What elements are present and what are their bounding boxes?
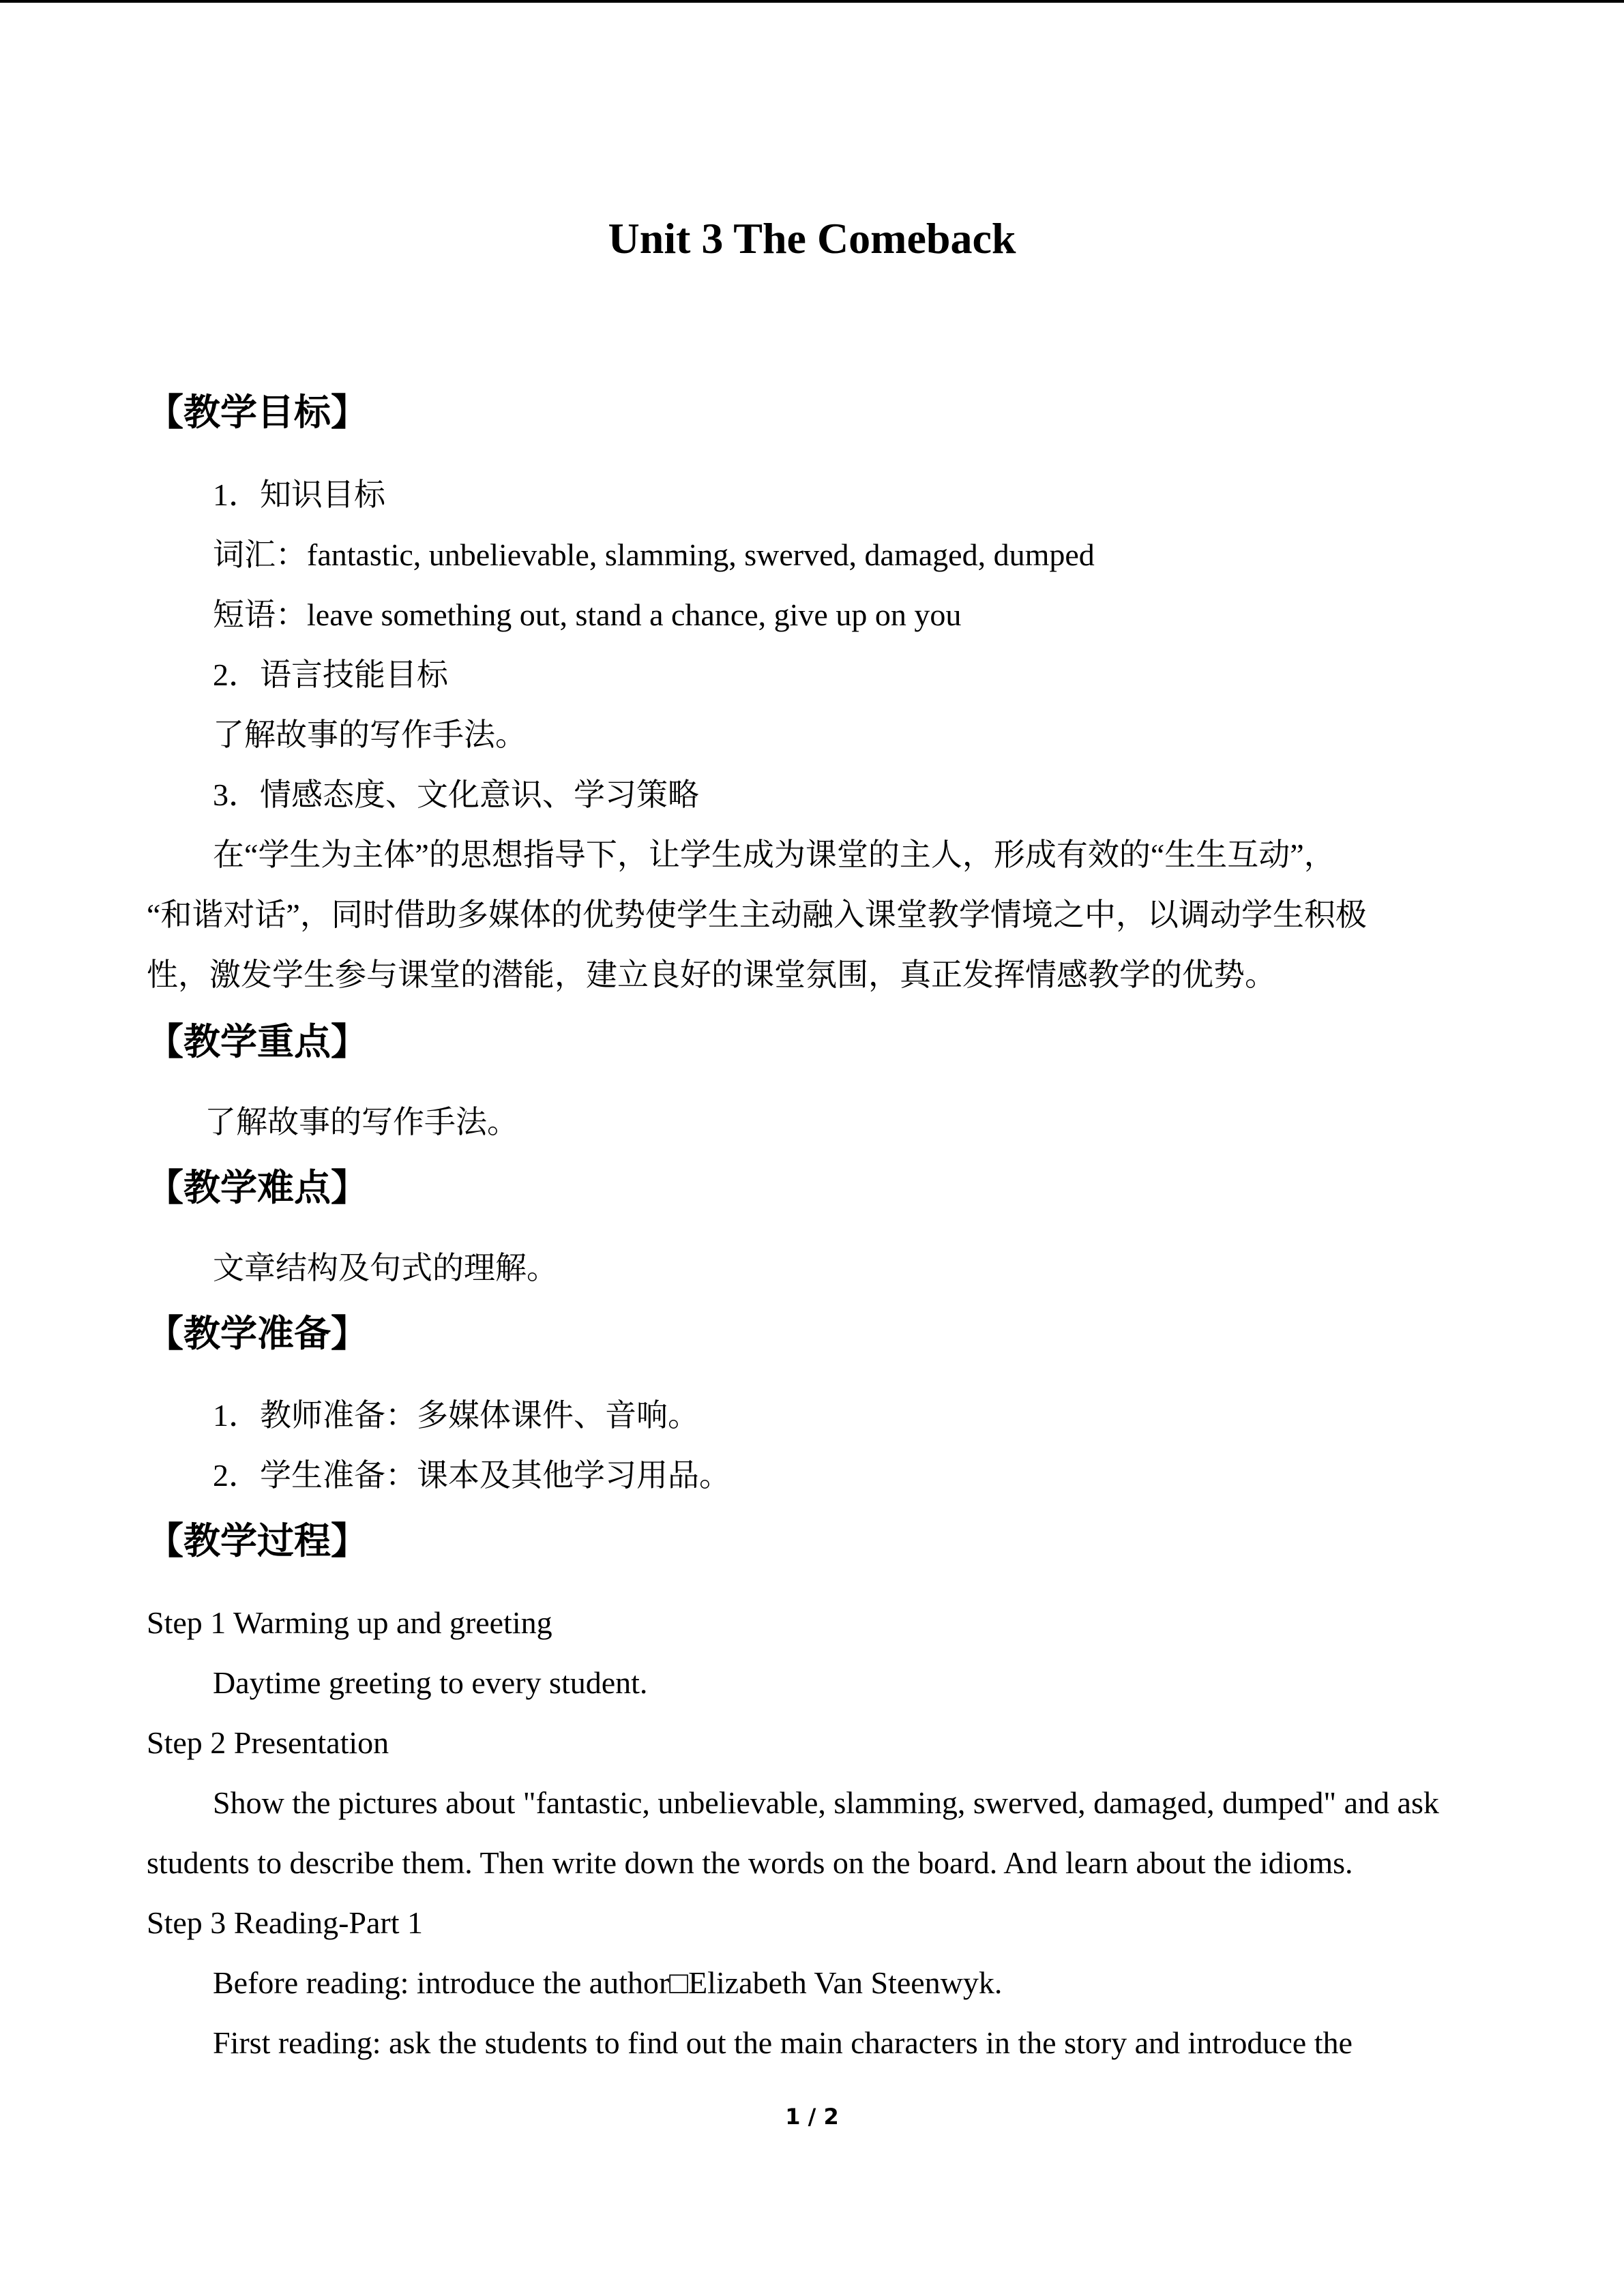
emotion-objective-title: 3．情感态度、文化意识、学习策略: [213, 777, 699, 812]
preparation-heading: 【教学准备】: [147, 1313, 368, 1354]
vocabulary-line: 词汇：fantastic, unbelievable, slamming, swerved, damaged, dumped: [213, 537, 1095, 572]
key-points-text: 了解故事的写作手法。: [205, 1105, 518, 1139]
step3-before-reading: Before reading: introduce the author□Elizabeth Van Steenwyk.: [213, 1965, 1003, 2000]
step3-title: Step 3 Reading-Part 1: [147, 1905, 423, 1940]
preparation-item: 1．教师准备：多媒体课件、音响。: [213, 1398, 699, 1433]
step1-title: Step 1 Warming up and greeting: [147, 1605, 552, 1640]
step1-text: Daytime greeting to every student.: [213, 1665, 648, 1700]
phrases-line: 短语：leave something out, stand a chance, give up on you: [213, 597, 962, 632]
emotion-paragraph-line: 在“学生为主体”的思想指导下，让学生成为课堂的主人，形成有效的“生生互动”，: [213, 837, 1335, 872]
knowledge-objective-title: 1．知识目标: [213, 477, 385, 512]
language-skill-title: 2．语言技能目标: [213, 657, 448, 692]
step2-title: Step 2 Presentation: [147, 1725, 389, 1760]
key-points-heading: 【教学重点】: [147, 1022, 368, 1062]
emotion-paragraph-line: “和谐对话”，同时借助多媒体的优势使学生主动融入课堂教学情境之中，以调动学生积极: [147, 897, 1367, 932]
step3-first-reading: First reading: ask the students to find out the main characters in the story and introduce the: [213, 2025, 1353, 2060]
preparation-item: 2．学生准备：课本及其他学习用品。: [213, 1458, 730, 1493]
language-skill-text: 了解故事的写作手法。: [213, 717, 527, 752]
difficulties-heading: 【教学难点】: [147, 1167, 368, 1208]
emotion-paragraph-line: 性，激发学生参与课堂的潜能，建立良好的课堂氛围，真正发挥情感教学的优势。: [147, 957, 1276, 992]
page-top-border: [0, 0, 1624, 3]
page-number: 1 / 2: [785, 2104, 839, 2130]
document-title: Unit 3 The Comeback: [608, 214, 1016, 263]
step2-paragraph-line: students to describe them. Then write down the words on the board. And learn about the idioms.: [147, 1845, 1353, 1880]
process-heading: 【教学过程】: [147, 1521, 368, 1562]
step2-paragraph-line: Show the pictures about "fantastic, unbelievable, slamming, swerved, damaged, dumped" and ask: [213, 1785, 1439, 1820]
objectives-heading: 【教学目标】: [147, 392, 368, 433]
difficulties-text: 文章结构及句式的理解。: [213, 1251, 558, 1285]
